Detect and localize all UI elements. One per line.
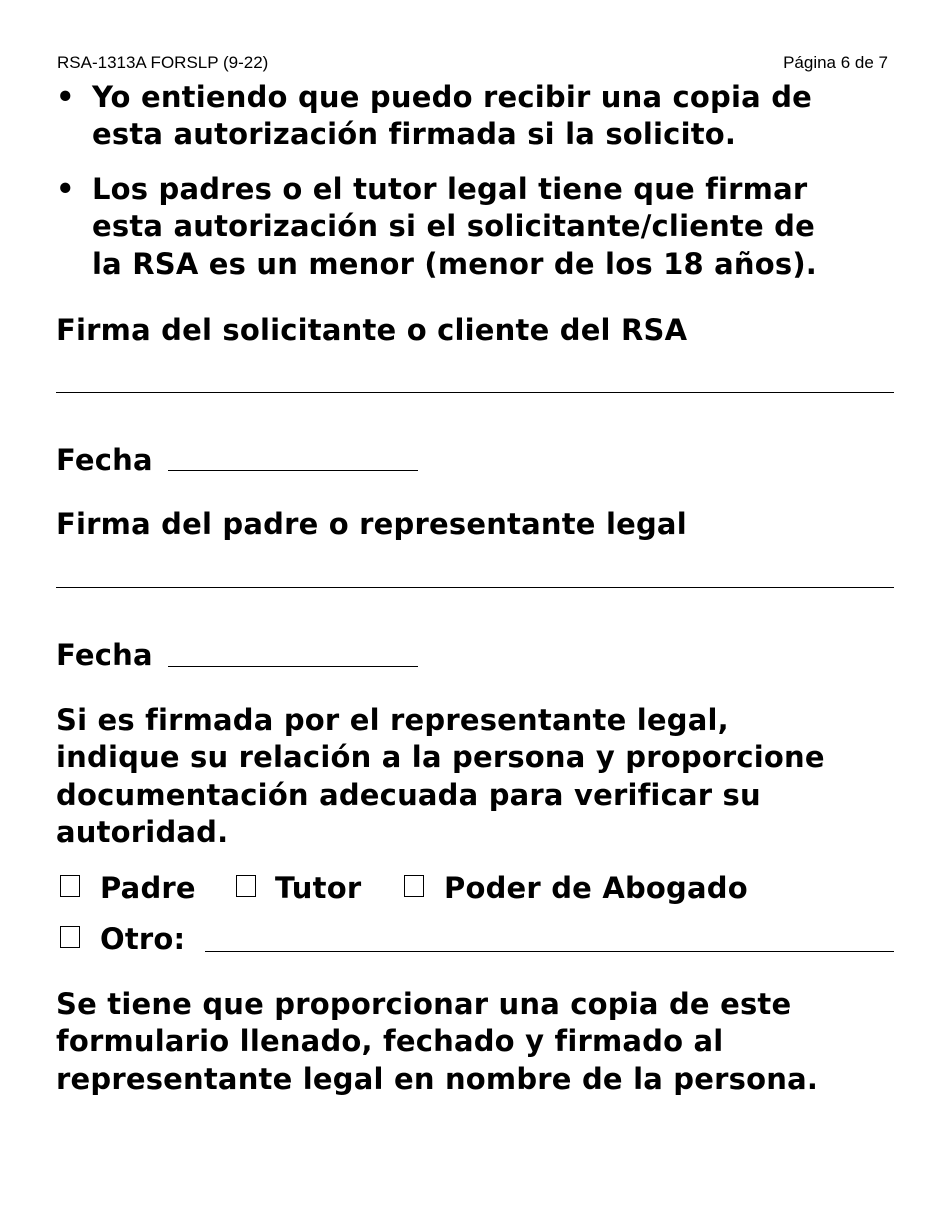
- footer-line-2: formulario llenado, fechado y firmado al: [56, 1024, 724, 1058]
- bullet-1-line-2: esta autorización firmada si la solicito.: [92, 117, 737, 151]
- otro-label: Otro:: [100, 922, 186, 956]
- guardian-signature-field[interactable]: [56, 587, 894, 588]
- tutor-label: Tutor: [275, 871, 362, 905]
- bullet-2-line-1: Los padres o el tutor legal tiene que firmar: [92, 172, 808, 206]
- bullet-2-line-2: esta autorización si el solicitante/cliente de: [92, 209, 815, 243]
- footer-line-1: Se tiene que proporcionar una copia de este: [56, 987, 792, 1021]
- guardian-date-label: Fecha: [56, 638, 153, 672]
- applicant-date-field[interactable]: [168, 470, 418, 471]
- padre-checkbox[interactable]: [60, 875, 80, 897]
- applicant-signature-label: Firma del solicitante o cliente del RSA: [56, 313, 688, 347]
- poder-abogado-checkbox[interactable]: [404, 875, 424, 897]
- otro-checkbox[interactable]: [60, 926, 80, 948]
- form-id: RSA-1313A FORSLP (9-22): [57, 53, 269, 72]
- instructions-line-4: autoridad.: [56, 815, 229, 849]
- footer-line-3: representante legal en nombre de la persona.: [56, 1062, 819, 1096]
- applicant-signature-field[interactable]: [56, 392, 894, 393]
- bullet-2-line-3: la RSA es un menor (menor de los 18 años).: [92, 247, 818, 281]
- instructions-line-2: indique su relación a la persona y proporcione: [56, 740, 825, 774]
- tutor-checkbox[interactable]: [236, 875, 256, 897]
- page-number: Página 6 de 7: [783, 53, 888, 72]
- padre-label: Padre: [100, 871, 196, 905]
- instructions-line-1: Si es firmada por el representante legal,: [56, 703, 729, 737]
- guardian-signature-label: Firma del padre o representante legal: [56, 507, 687, 541]
- poder-abogado-label: Poder de Abogado: [444, 871, 748, 905]
- guardian-date-field[interactable]: [168, 666, 418, 667]
- bullet-icon: •: [56, 80, 75, 114]
- instructions-line-3: documentación adecuada para verificar su: [56, 778, 761, 812]
- bullet-icon: •: [56, 172, 75, 206]
- otro-field[interactable]: [205, 951, 894, 952]
- bullet-1-line-1: Yo entiendo que puedo recibir una copia de: [92, 80, 813, 114]
- applicant-date-label: Fecha: [56, 443, 153, 477]
